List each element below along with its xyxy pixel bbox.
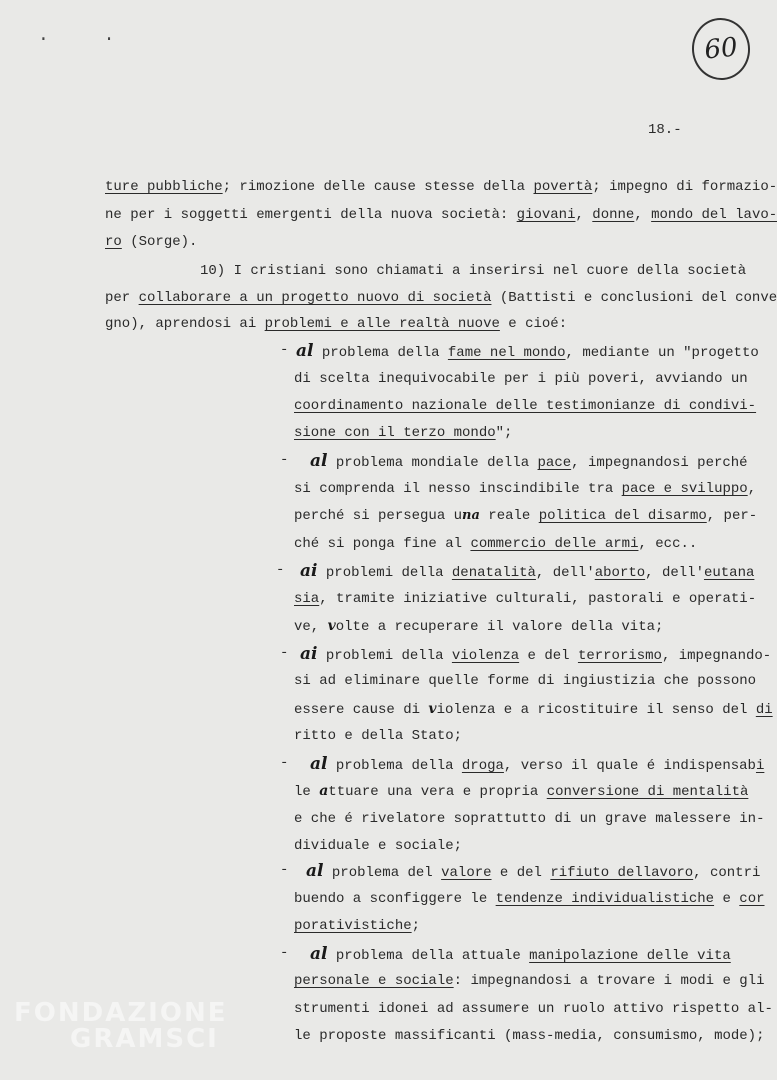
- list-item-line: si comprenda il nesso inscindibile tra pace e sviluppo,: [294, 481, 757, 497]
- list-item-line: sione con il terzo mondo";: [294, 425, 513, 441]
- list-item-line: essere cause di violenza e a ricostituire il senso del di: [294, 701, 773, 718]
- list-item-line: personale e sociale: impegnandosi a trovare i modi e gli: [294, 973, 765, 989]
- list-item-line: ritto e della Stato;: [294, 728, 463, 744]
- list-item-line: dividuale e sociale;: [294, 838, 463, 854]
- list-item-line: strumenti idonei ad assumere un ruolo attivo rispetto al-: [294, 1001, 773, 1017]
- list-item-line: al problema della attuale manipolazione delle vita: [310, 944, 731, 964]
- list-item-line: si ad eliminare quelle forme di ingiustizia che possono: [294, 673, 757, 689]
- list-item-line: al problema della droga, verso il quale é indispensabi: [310, 754, 765, 774]
- list-item-line: porativistiche;: [294, 918, 421, 934]
- list-item-line: perché si persegua una reale politica del disarmo, per-: [294, 508, 758, 524]
- margin-marks: . .: [38, 26, 137, 46]
- list-dash: -: [280, 452, 289, 468]
- list-dash: -: [276, 562, 285, 578]
- list-item-line: ai problemi della violenza e del terrorismo, impegnando-: [300, 644, 772, 664]
- list-item-line: al problema del valore e del rifiuto dellavoro, contri: [306, 861, 761, 881]
- list-item-line: al problema della fame nel mondo, mediante un "progetto: [296, 341, 759, 361]
- list-dash: -: [280, 342, 289, 358]
- text-line: ro (Sorge).: [105, 234, 198, 250]
- list-item-line: ché si ponga fine al commercio delle armi, ecc..: [294, 536, 698, 552]
- list-dash: -: [280, 945, 289, 961]
- list-item-line: buendo a sconfiggere le tendenze individualistiche e cor: [294, 891, 765, 907]
- list-item-line: le proposte massificanti (mass-media, consumismo, mode);: [294, 1028, 765, 1044]
- list-item-line: di scelta inequivocabile per i più poveri, avviando un: [294, 371, 748, 387]
- list-item-line: coordinamento nazionale delle testimonianze di condivi-: [294, 398, 757, 414]
- watermark-line-2: GRAMSCI: [70, 1024, 219, 1054]
- text-line: ne per i soggetti emergenti della nuova società: giovani, donne, mondo del lavo-: [105, 207, 777, 223]
- list-dash: -: [280, 645, 289, 661]
- text-line: per collaborare a un progetto nuovo di società (Battisti e conclusioni del conve: [105, 290, 777, 306]
- text-line: 10) I cristiani sono chiamati a inserirsi nel cuore della società: [200, 263, 747, 279]
- list-item-line: e che é rivelatore soprattutto di un grave malessere in-: [294, 811, 765, 827]
- list-dash: -: [280, 755, 289, 771]
- watermark-line-1: FONDAZIONE: [14, 998, 228, 1028]
- list-item-line: sia, tramite iniziative culturali, pastorali e operati-: [294, 591, 757, 607]
- page-number: 18.-: [648, 122, 682, 138]
- list-item-line: ai problemi della denatalità, dell'aborto, dell'eutana: [300, 561, 755, 581]
- text-line: ture pubbliche; rimozione delle cause stesse della povertà; impegno di formazio-: [105, 179, 777, 195]
- list-item-line: le attuare una vera e propria conversione di mentalità: [294, 783, 749, 800]
- page-stamp: 60: [689, 15, 753, 83]
- list-item-line: al problema mondiale della pace, impegnandosi perché: [310, 451, 748, 471]
- text-line: gno), aprendosi ai problemi e alle realtà nuove e cioé:: [105, 316, 568, 332]
- list-dash: -: [280, 862, 289, 878]
- list-item-line: ve, volte a recuperare il valore della vita;: [294, 618, 664, 635]
